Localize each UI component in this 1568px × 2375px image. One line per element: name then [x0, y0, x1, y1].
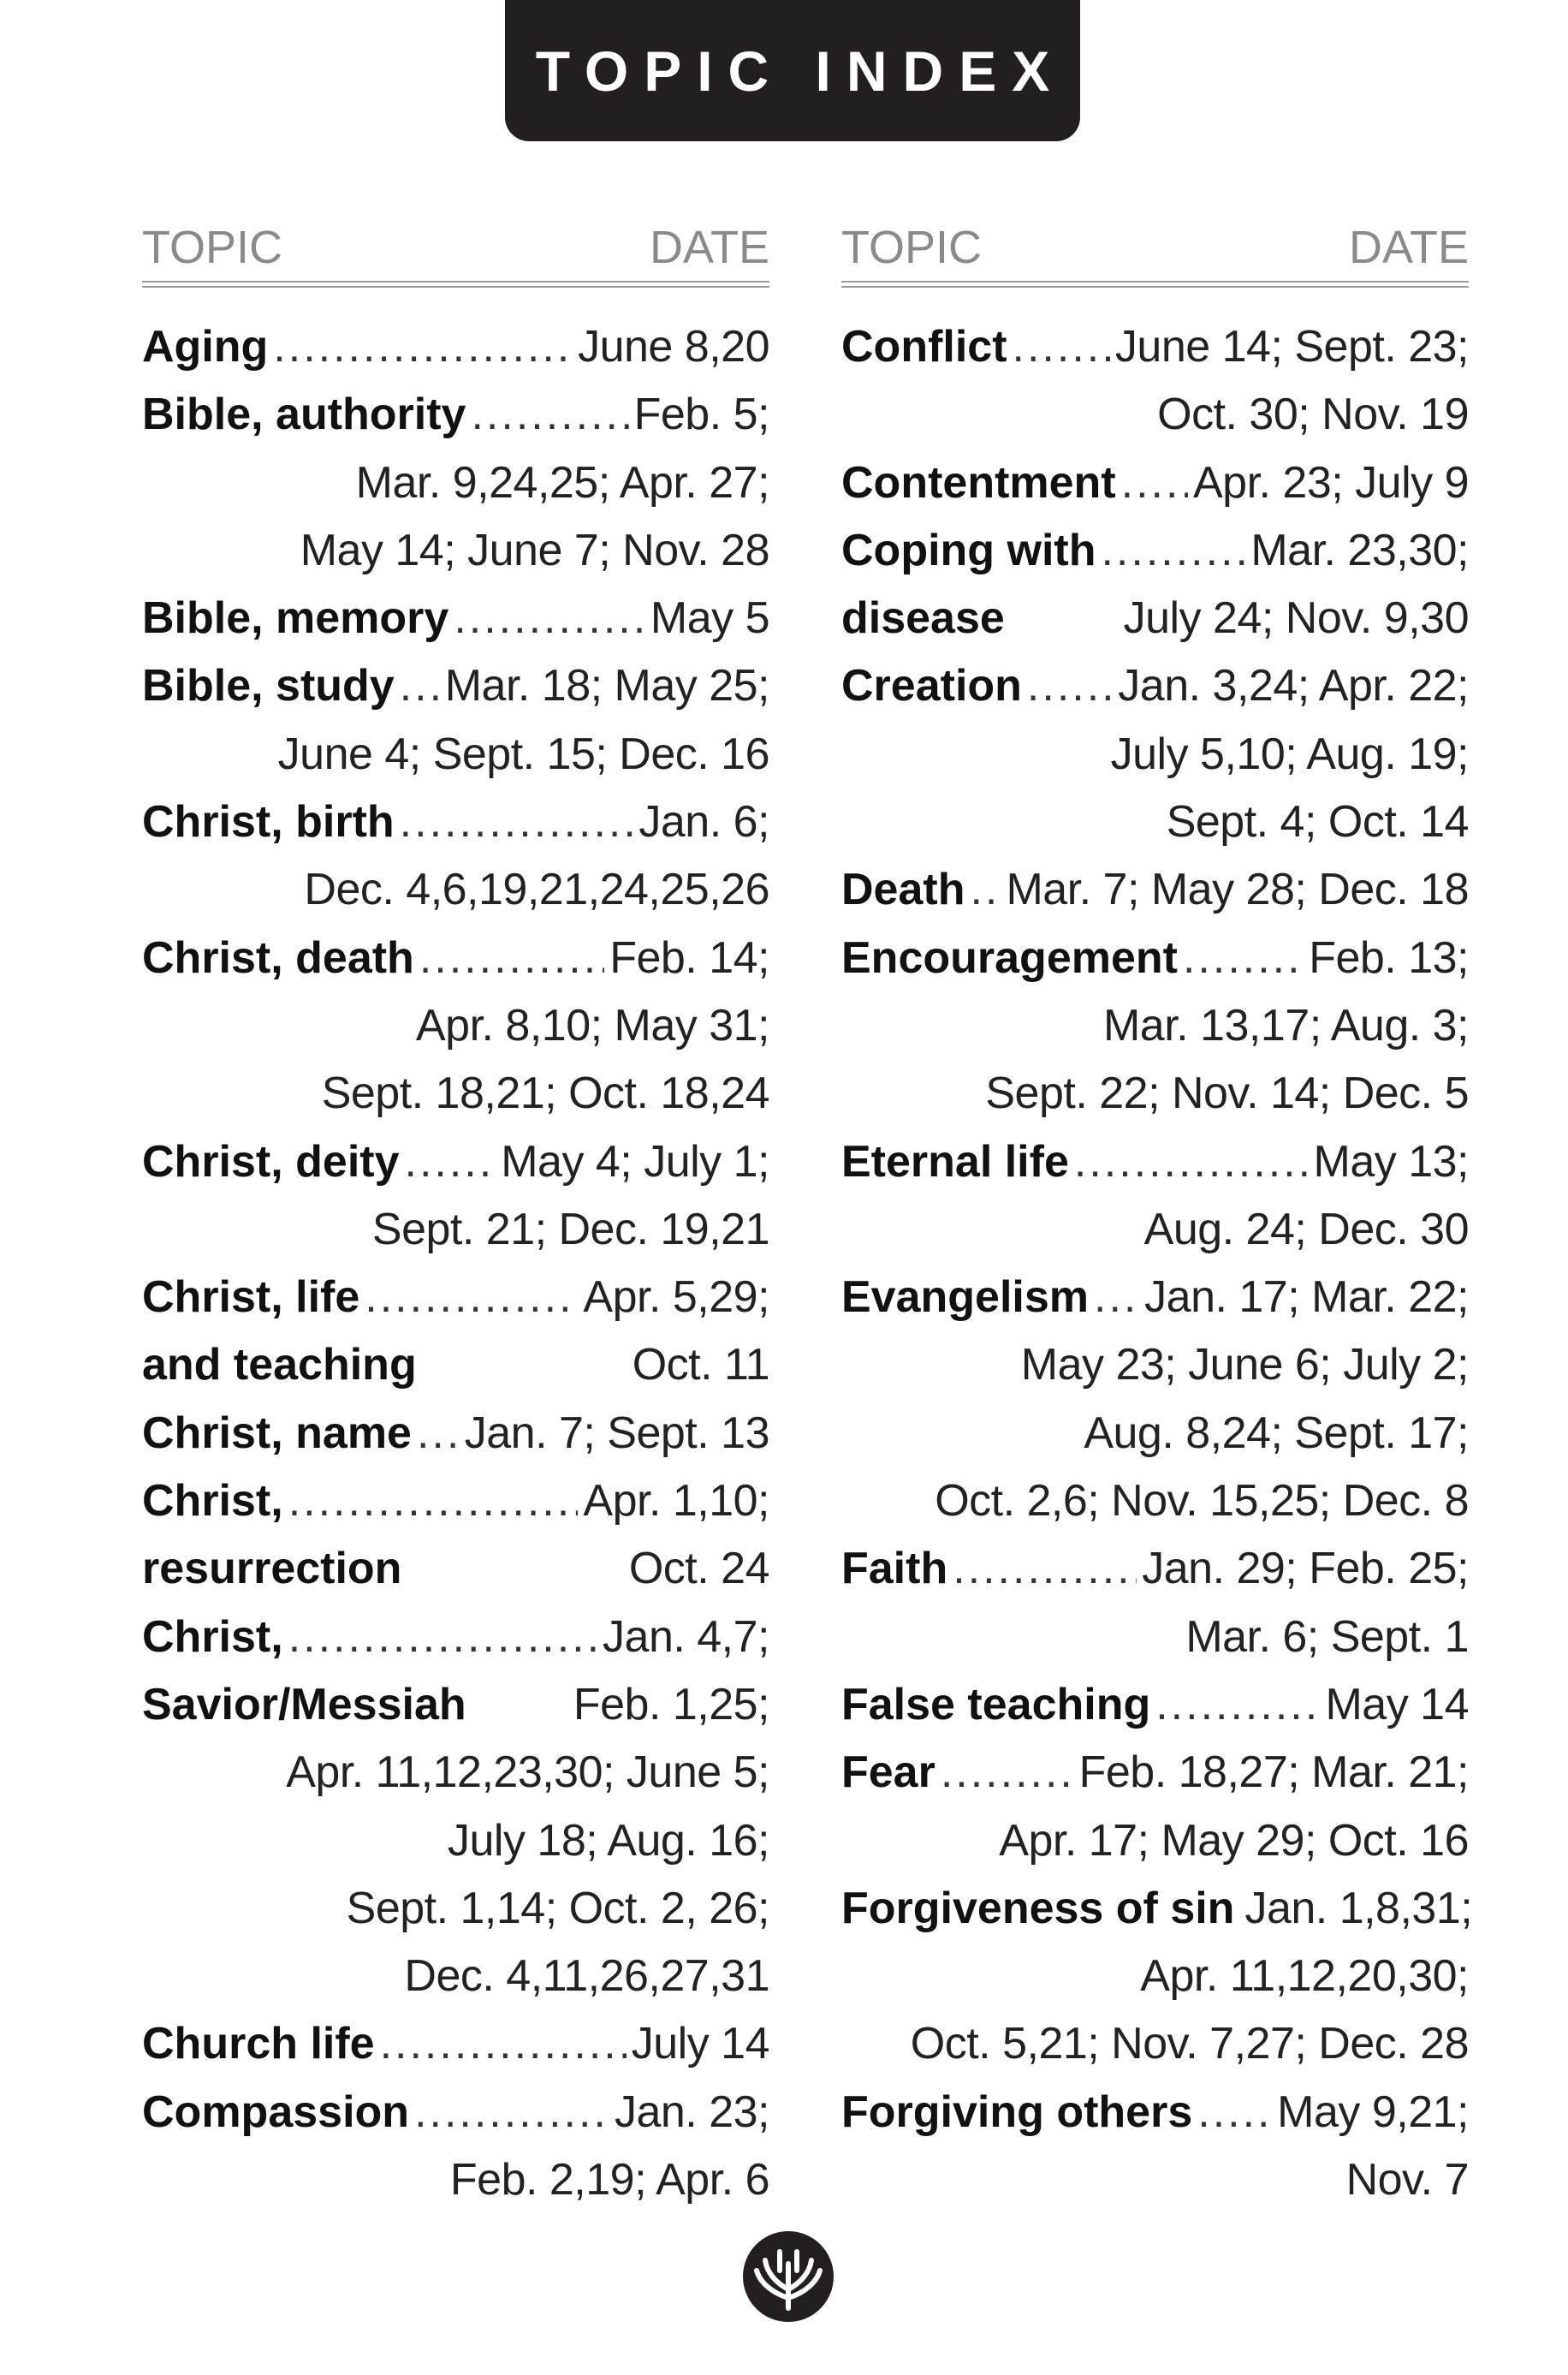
dot-leader — [380, 2010, 627, 2078]
entry-dates: Jan. 23; — [614, 2086, 769, 2137]
index-entry — [841, 1943, 1469, 2010]
index-entry — [841, 517, 1469, 585]
index-entry — [841, 313, 1469, 381]
entry-dates: June 8,20 — [578, 322, 769, 372]
entry-list — [841, 313, 1473, 2214]
topic-name: Compassion — [142, 2086, 410, 2137]
index-entry — [142, 1875, 769, 1943]
entry-dates: July 18; Aug. 16; — [448, 1815, 769, 1866]
index-entry — [142, 652, 769, 720]
topic-name: Bible, authority — [142, 390, 466, 440]
dot-leader — [1094, 1264, 1139, 1331]
index-entry — [841, 2010, 1469, 2078]
dot-leader — [419, 925, 604, 992]
index-entry — [142, 1467, 769, 1535]
entry-dates: May 14; June 7; Nov. 28 — [300, 525, 769, 575]
topic-header: TOPIC — [142, 222, 283, 273]
index-entry — [142, 2010, 769, 2078]
index-entry — [142, 789, 769, 856]
index-entry — [142, 1128, 769, 1196]
topic-name: Creation — [841, 661, 1022, 711]
entry-dates: Jan. 1,8,31; — [1244, 1883, 1473, 1933]
entry-dates: Oct. 30; Nov. 19 — [1157, 390, 1469, 440]
dot-leader — [288, 1467, 579, 1535]
dot-leader — [454, 585, 645, 652]
index-entry — [142, 992, 769, 1060]
entry-dates: Jan. 4,7; — [603, 1611, 769, 1662]
index-entry — [841, 1671, 1469, 1739]
entry-dates: May 14 — [1325, 1679, 1469, 1729]
entry-dates: May 23; June 6; July 2; — [1020, 1340, 1469, 1390]
topic-name: Eternal life — [841, 1136, 1069, 1187]
topic-name: disease — [841, 593, 1005, 644]
index-entry — [142, 1604, 769, 1671]
entry-dates: Mar. 6; Sept. 1 — [1185, 1611, 1469, 1662]
entry-dates: Aug. 8,24; Sept. 17; — [1084, 1408, 1469, 1458]
entry-dates: Feb. 2,19; Apr. 6 — [449, 2155, 769, 2205]
dot-leader — [1101, 517, 1245, 585]
topic-name: Savior/Messiah — [142, 1679, 466, 1729]
dot-leader — [288, 1604, 597, 1671]
index-entry — [142, 585, 769, 652]
topic-name: Christ, deity — [142, 1136, 400, 1187]
index-entry — [142, 856, 769, 924]
date-header: DATE — [649, 222, 769, 273]
entry-dates: Feb. 14; — [609, 932, 769, 983]
index-entry — [841, 1060, 1469, 1128]
topic-name: Evangelism — [841, 1272, 1090, 1323]
index-entry — [841, 1535, 1469, 1603]
entry-dates: Sept. 18,21; Oct. 18,24 — [321, 1068, 769, 1119]
entry-dates: Jan. 7; Sept. 13 — [464, 1408, 769, 1458]
index-entry — [142, 381, 769, 449]
topic-name: Forgiveness of sin — [841, 1883, 1235, 1933]
entry-dates: July 5,10; Aug. 19; — [1110, 729, 1469, 779]
entry-dates: Oct. 24 — [628, 1544, 769, 1594]
dot-leader — [417, 1400, 460, 1467]
index-entry — [841, 992, 1469, 1060]
index-entry — [142, 721, 769, 789]
topic-name: Contentment — [841, 457, 1116, 508]
topic-name: Faith — [841, 1544, 948, 1594]
index-entry — [142, 1196, 769, 1264]
column-header — [142, 214, 769, 281]
index-entry — [841, 1196, 1469, 1264]
dot-leader — [400, 652, 440, 720]
entry-dates: Mar. 7; May 28; Dec. 18 — [1006, 865, 1469, 915]
index-entry — [841, 1807, 1469, 1875]
index-entry — [841, 2146, 1469, 2214]
topic-name: and teaching — [142, 1340, 417, 1390]
entry-dates: Sept. 1,14; Oct. 2, 26; — [346, 1883, 769, 1933]
topic-name: Fear — [841, 1747, 935, 1798]
index-entry — [142, 517, 769, 585]
dot-leader — [1027, 652, 1113, 720]
topic-name: Forgiving others — [841, 2086, 1193, 2137]
topic-name: Christ, death — [142, 932, 414, 983]
entry-dates: Apr. 8,10; May 31; — [415, 1000, 769, 1051]
topic-name: Encouragement — [841, 932, 1178, 983]
entry-dates: June 4; Sept. 15; Dec. 16 — [277, 729, 769, 779]
entry-dates: May 5 — [650, 593, 769, 644]
entry-dates: Apr. 17; May 29; Oct. 16 — [999, 1815, 1469, 1866]
index-entry — [841, 721, 1469, 789]
entry-dates: Nov. 7 — [1345, 2155, 1469, 2205]
index-entry — [142, 1400, 769, 1467]
topic-name: Conflict — [841, 322, 1007, 372]
dot-leader — [414, 2079, 609, 2146]
entry-dates: July 14 — [631, 2019, 769, 2069]
index-entry — [142, 1739, 769, 1807]
index-entry — [142, 1671, 769, 1739]
topic-name: Coping with — [841, 525, 1096, 575]
dot-leader — [970, 856, 1001, 924]
topic-name: Christ, — [142, 1611, 283, 1662]
entry-dates: Feb. 5; — [633, 390, 769, 440]
entry-dates: Jan. 3,24; Apr. 22; — [1118, 661, 1469, 711]
column-header — [841, 214, 1469, 281]
dot-leader — [273, 313, 573, 381]
entry-dates: Jan. 6; — [638, 797, 769, 848]
index-entry — [142, 1943, 769, 2010]
page-title: TOPIC INDEX — [535, 39, 1066, 103]
topic-name: Christ, birth — [142, 797, 395, 848]
entry-dates: July 24; Nov. 9,30 — [1123, 593, 1469, 644]
dot-leader — [941, 1739, 1074, 1807]
topic-name: Bible, memory — [142, 593, 449, 644]
index-entry — [142, 2079, 769, 2146]
dot-leader — [405, 1128, 496, 1196]
topic-name: Christ, — [142, 1476, 283, 1527]
entry-dates: Dec. 4,6,19,21,24,25,26 — [304, 865, 769, 915]
index-entry — [841, 1128, 1469, 1196]
header-rule — [841, 281, 1469, 288]
entry-dates: Sept. 22; Nov. 14; Dec. 5 — [985, 1068, 1469, 1119]
entry-dates: Mar. 23,30; — [1250, 525, 1469, 575]
entry-dates: Apr. 5,29; — [583, 1272, 769, 1323]
index-entry — [841, 585, 1469, 652]
entry-dates: Feb. 13; — [1309, 932, 1469, 983]
index-entry — [142, 1535, 769, 1603]
publisher-logo-icon — [741, 2229, 835, 2324]
index-entry — [841, 789, 1469, 856]
entry-dates: Mar. 13,17; Aug. 3; — [1102, 1000, 1469, 1051]
entry-dates: Sept. 21; Dec. 19,21 — [371, 1204, 769, 1254]
entry-dates: Mar. 18; May 25; — [444, 661, 769, 711]
entry-dates: Sept. 4; Oct. 14 — [1166, 797, 1469, 848]
entry-dates: May 4; July 1; — [501, 1136, 769, 1187]
topic-name: Christ, life — [142, 1272, 360, 1323]
index-entry — [841, 2079, 1469, 2146]
index-entry — [142, 449, 769, 517]
entry-dates: May 9,21; — [1277, 2086, 1469, 2137]
index-entry — [841, 1331, 1469, 1399]
index-entry — [142, 1331, 769, 1399]
entry-dates: Mar. 9,24,25; Apr. 27; — [355, 457, 769, 508]
index-column-left — [142, 214, 769, 2214]
index-entry — [841, 1264, 1469, 1331]
dot-leader — [953, 1535, 1137, 1603]
dot-leader — [365, 1264, 578, 1331]
entry-dates: Apr. 11,12,20,30; — [1140, 1951, 1469, 2002]
dot-leader — [1121, 449, 1188, 517]
index-entry — [841, 856, 1469, 924]
entry-dates: June 14; Sept. 23; — [1114, 322, 1469, 372]
dot-leader — [1197, 2079, 1272, 2146]
topic-name: Church life — [142, 2019, 375, 2069]
index-entry — [142, 1264, 769, 1331]
entry-dates: Apr. 11,12,23,30; June 5; — [286, 1747, 769, 1798]
index-entry — [142, 313, 769, 381]
topic-name: False teaching — [841, 1679, 1151, 1729]
index-entry — [841, 1467, 1469, 1535]
index-entry — [841, 925, 1469, 992]
date-header: DATE — [1348, 222, 1469, 273]
index-column-right — [841, 214, 1473, 2214]
dot-leader — [471, 381, 628, 449]
index-entry — [142, 2146, 769, 2214]
entry-dates: Aug. 24; Dec. 30 — [1143, 1204, 1469, 1254]
topic-name: Death — [841, 865, 965, 915]
index-entry — [841, 652, 1469, 720]
dot-leader — [1074, 1128, 1309, 1196]
index-entry — [841, 1739, 1469, 1807]
index-entry — [841, 1604, 1469, 1671]
entry-dates: Feb. 18,27; Mar. 21; — [1078, 1747, 1469, 1798]
dot-leader — [400, 789, 634, 856]
header-tab — [505, 0, 1080, 141]
dot-leader — [1155, 1671, 1320, 1739]
header-rule — [142, 281, 769, 288]
entry-list — [142, 313, 769, 2214]
entry-dates: Feb. 1,25; — [573, 1679, 769, 1729]
entry-dates: Oct. 5,21; Nov. 7,27; Dec. 28 — [910, 2019, 1469, 2069]
entry-dates: Dec. 4,11,26,27,31 — [404, 1951, 769, 2002]
index-entry — [142, 1807, 769, 1875]
entry-dates: May 13; — [1313, 1136, 1469, 1187]
dot-leader — [1183, 925, 1304, 992]
topic-header: TOPIC — [841, 222, 983, 273]
index-entry — [841, 1400, 1469, 1467]
entry-dates: Jan. 29; Feb. 25; — [1142, 1544, 1469, 1594]
entry-dates: Oct. 2,6; Nov. 15,25; Dec. 8 — [935, 1476, 1469, 1527]
index-entry — [142, 925, 769, 992]
entry-dates: Oct. 11 — [632, 1340, 769, 1390]
index-entry — [841, 449, 1469, 517]
entry-dates: Apr. 1,10; — [583, 1476, 769, 1527]
topic-name: Aging — [142, 322, 269, 372]
dot-leader — [1013, 313, 1110, 381]
entry-dates: Jan. 17; Mar. 22; — [1144, 1272, 1469, 1323]
index-entry — [841, 1875, 1473, 1943]
entry-dates: Apr. 23; July 9 — [1192, 457, 1469, 508]
topic-name: resurrection — [142, 1544, 402, 1594]
index-entry — [841, 381, 1469, 449]
topic-name: Christ, name — [142, 1408, 412, 1458]
topic-name: Bible, study — [142, 661, 395, 711]
index-entry — [142, 1060, 769, 1128]
